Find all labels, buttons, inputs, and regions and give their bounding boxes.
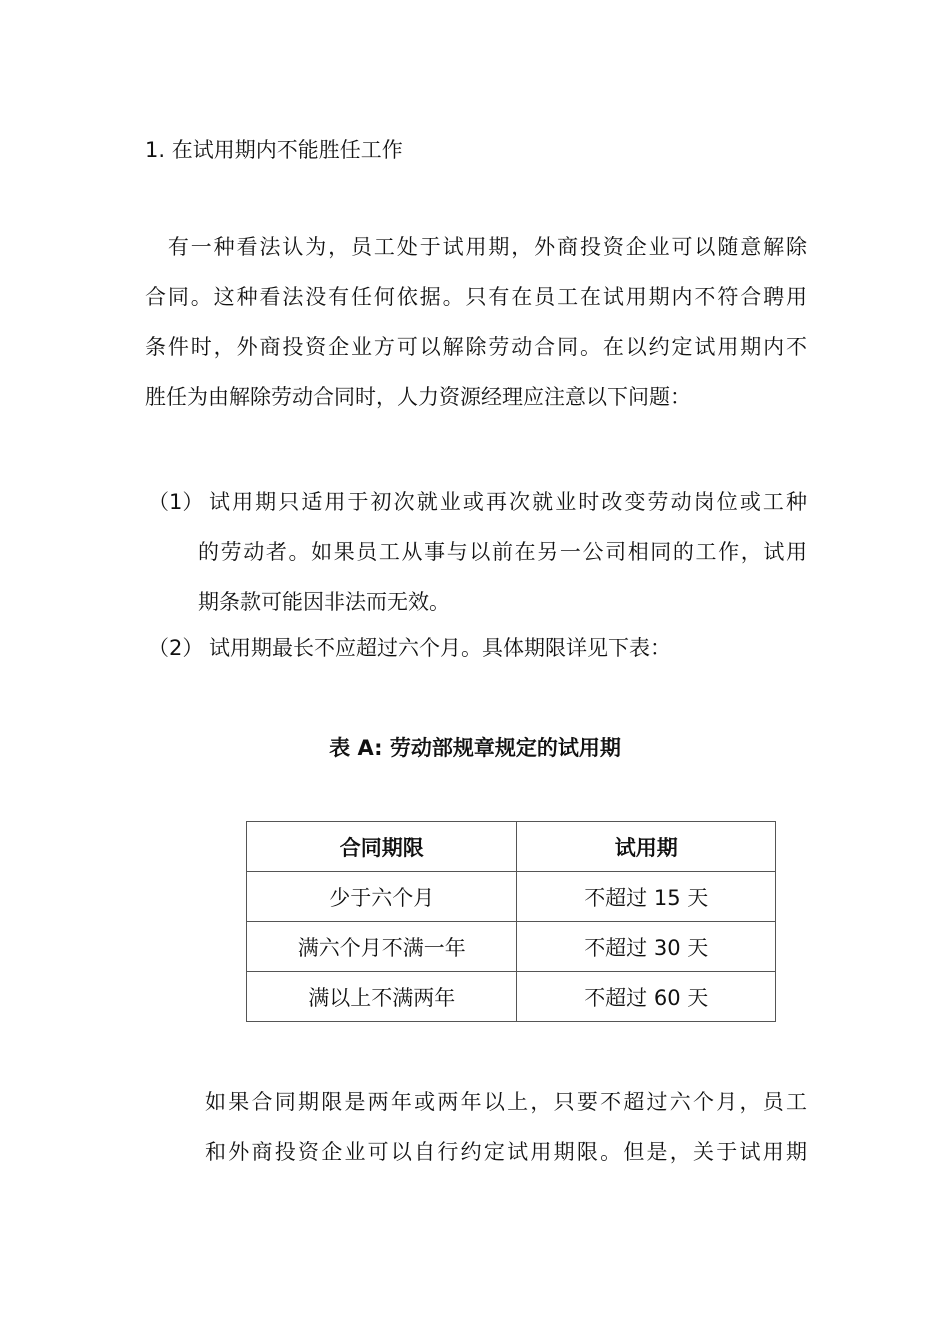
closing-paragraph [205,1077,807,1177]
table-row [247,922,776,972]
table-cell: 不超过 15 天 [517,872,776,922]
table-cell: 满六个月不满一年 [247,922,517,972]
table-header-probation: 试用期 [517,822,776,872]
table-row [247,972,776,1022]
section-heading: 1. 在试用期内不能胜任工作 [145,138,403,162]
list-item-1 [209,477,807,527]
table-caption: 表 A: 劳动部规章规定的试用期 [329,736,621,760]
list-item-1-continued [198,527,807,627]
closing-line-2: 和外商投资企业可以自行约定试用期限。但是，关于试用期 [205,1140,807,1164]
table-header-contract-term: 合同期限 [247,822,517,872]
table-cell: 不超过 60 天 [517,972,776,1022]
list-marker-1: （1） [148,490,204,514]
intro-line-2: 合同。这种看法没有任何依据。只有在员工在试用期内不符合聘用 [145,285,807,309]
list-item-1-line-2: 的劳动者。如果员工从事与以前在另一公司相同的工作，试用 [198,540,807,564]
table-cell: 不超过 30 天 [517,922,776,972]
closing-line-1: 如果合同期限是两年或两年以上，只要不超过六个月，员工 [205,1090,807,1114]
table-row [247,872,776,922]
intro-line-4: 胜任为由解除劳动合同时，人力资源经理应注意以下问题： [145,385,691,409]
intro-line-3: 条件时，外商投资企业方可以解除劳动合同。在以约定试用期内不 [145,335,807,359]
list-item-2-line-1: 试用期最长不应超过六个月。具体期限详见下表： [209,636,671,660]
list-item-1-line-1: 试用期只适用于初次就业或再次就业时改变劳动岗位或工种 [209,490,807,514]
table-cell: 少于六个月 [247,872,517,922]
list-marker-2: （2） [148,636,204,660]
table-cell: 满以上不满两年 [247,972,517,1022]
intro-line-1: 有一种看法认为，员工处于试用期，外商投资企业可以随意解除 [145,235,807,259]
intro-paragraph [145,222,807,422]
probation-table [246,821,776,1022]
list-item-1-line-3: 期条款可能因非法而无效。 [198,590,450,614]
table-header-row [247,822,776,872]
